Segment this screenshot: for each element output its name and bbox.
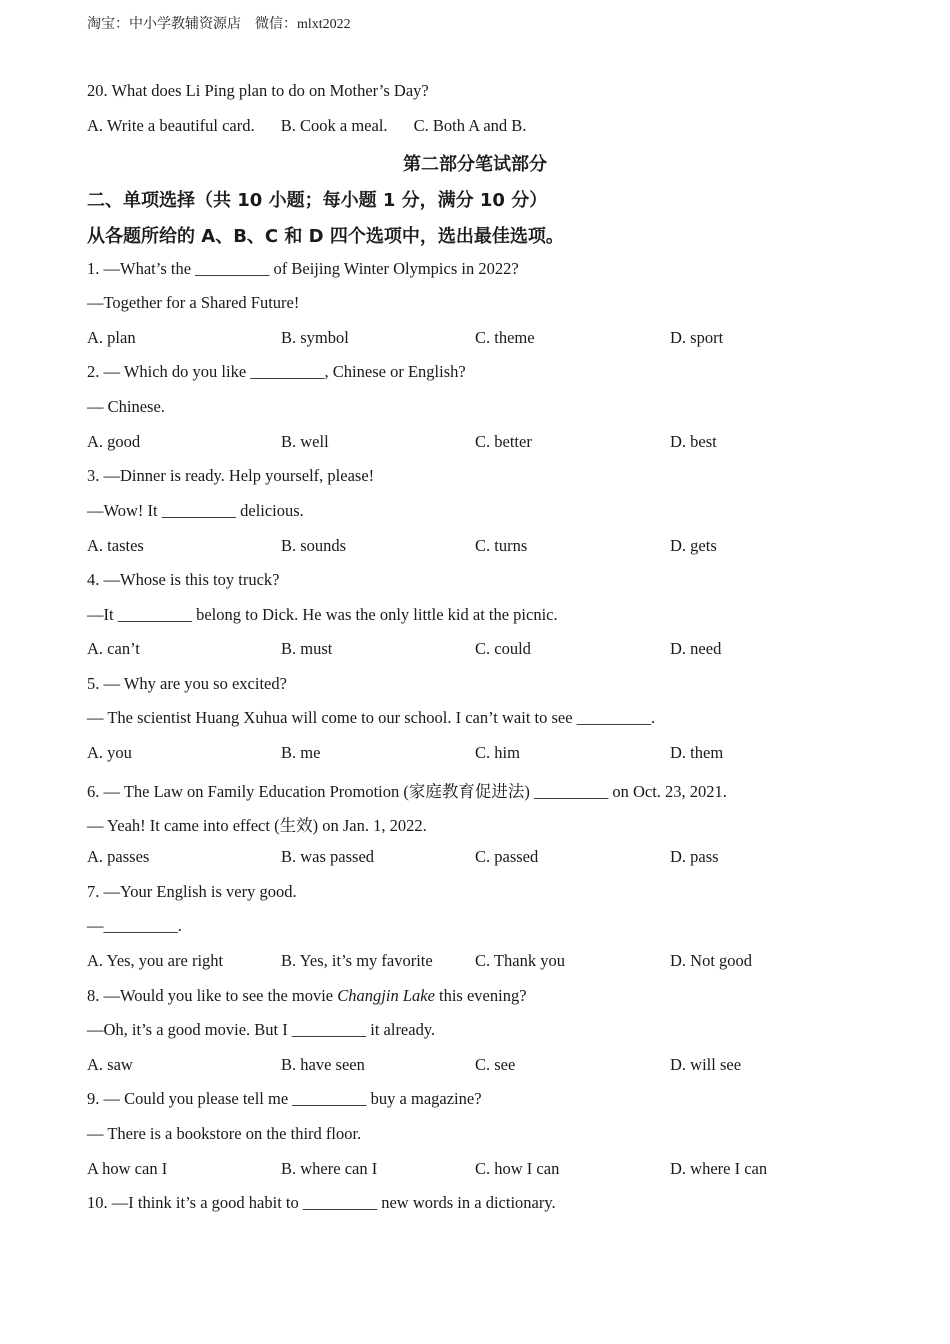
q7-line-2: —_________. [87,916,182,935]
q8-option-a: A. saw [87,1055,133,1074]
q5-line-1: 5. — Why are you so excited? [87,674,287,693]
q4-option-b: B. must [281,639,333,658]
q4-options [87,639,887,663]
q20-option-a: A. Write a beautiful card. [87,116,255,135]
q3-option-b: B. sounds [281,536,347,555]
q4-option-d: D. need [670,639,722,658]
q7-option-a: A. Yes, you are right [87,951,224,970]
watermark-header: 淘宝：中小学教辅资源店 微信：mlxt2022 [87,17,351,32]
q2-line-1: 2. — Which do you like _________, Chinese or English? [87,362,466,381]
q8-line-1-post: this evening? [434,986,527,1005]
q5-option-d: D. them [670,743,724,762]
q3-option-c: C. turns [475,536,528,555]
q5-option-a: A. you [87,743,132,762]
q9-option-b: B. where can I [281,1159,378,1178]
q8-option-d: D. will see [670,1055,742,1074]
q10-line-1: 10. —I think it’s a good habit to _________ new words in a dictionary. [87,1193,556,1212]
q1-option-b: B. symbol [281,328,349,347]
q8-options [87,1055,887,1079]
q1-line-2: —Together for a Shared Future! [87,293,300,312]
q1-options [87,328,887,352]
q6-line-2: — Yeah! It came into effect (生效) on Jan. 1, 2022. [87,816,427,835]
q7-option-b: B. Yes, it’s my favorite [281,951,433,970]
q8-movie-title: Changjin Lake [337,986,435,1005]
q3-option-a: A. tastes [87,536,144,555]
q4-line-1: 4. —Whose is this toy truck? [87,570,280,589]
q6-option-c: C. passed [475,847,539,866]
q1-option-d: D. sport [670,328,724,347]
q9-options [87,1159,887,1183]
q7-options [87,951,887,975]
instruction: 从各题所给的 A、B、C 和 D 四个选项中，选出最佳选项。 [87,226,564,247]
q5-option-c: C. him [475,743,520,762]
q20-stem: 20. What does Li Ping plan to do on Mother’s Day? [87,81,429,100]
q9-line-1: 9. — Could you please tell me _________ buy a magazine? [87,1089,482,1108]
q4-option-a: A. can’t [87,639,140,658]
q8-line-2: —Oh, it’s a good movie. But I _________ it already. [87,1020,436,1039]
section-title: 二、单项选择（共 10 小题；每小题 1 分，满分 10 分） [87,190,548,211]
q5-options [87,743,887,767]
q7-option-c: C. Thank you [475,951,565,970]
q4-line-2: —It _________ belong to Dick. He was the only little kid at the picnic. [87,605,558,624]
q5-line-2: — The scientist Huang Xuhua will come to our school. I can’t wait to see _________. [87,708,656,727]
q7-line-1: 7. —Your English is very good. [87,882,297,901]
q3-options [87,536,887,560]
q8-line-1-pre: 8. —Would you like to see the movie [87,986,338,1005]
q6-option-b: B. was passed [281,847,375,866]
q9-option-a: A how can I [87,1159,168,1178]
q2-line-2: — Chinese. [87,397,165,416]
q1-option-c: C. theme [475,328,535,347]
q20-option-b: B. Cook a meal. [280,116,388,135]
q7-option-d: D. Not good [670,951,753,970]
q2-options [87,432,887,456]
q9-option-d: D. where I can [670,1159,768,1178]
q2-option-c: C. better [475,432,532,451]
q8-line-1 [87,986,527,1006]
q8-option-c: C. see [475,1055,516,1074]
q5-option-b: B. me [281,743,321,762]
q1-option-a: A. plan [87,328,136,347]
q3-line-2: —Wow! It _________ delicious. [87,501,304,520]
q6-line-1: 6. — The Law on Family Education Promotion (家庭教育促进法) _________ on Oct. 23, 2021. [87,782,727,801]
q9-option-c: C. how I can [475,1159,560,1178]
q2-option-d: D. best [670,432,717,451]
q6-options [87,847,887,871]
q9-line-2: — There is a bookstore on the third floor. [87,1124,362,1143]
q8-option-b: B. have seen [281,1055,365,1074]
q3-option-d: D. gets [670,536,717,555]
q4-option-c: C. could [475,639,531,658]
q20-options [87,116,548,136]
q1-line-1: 1. —What’s the _________ of Beijing Winter Olympics in 2022? [87,259,519,278]
q6-option-d: D. pass [670,847,719,866]
q3-line-1: 3. —Dinner is ready. Help yourself, please! [87,466,375,485]
q2-option-a: A. good [87,432,141,451]
q20-option-c: C. Both A and B. [413,116,527,135]
part-title: 第二部分笔试部分 [403,154,547,175]
q6-option-a: A. passes [87,847,150,866]
q2-option-b: B. well [281,432,329,451]
